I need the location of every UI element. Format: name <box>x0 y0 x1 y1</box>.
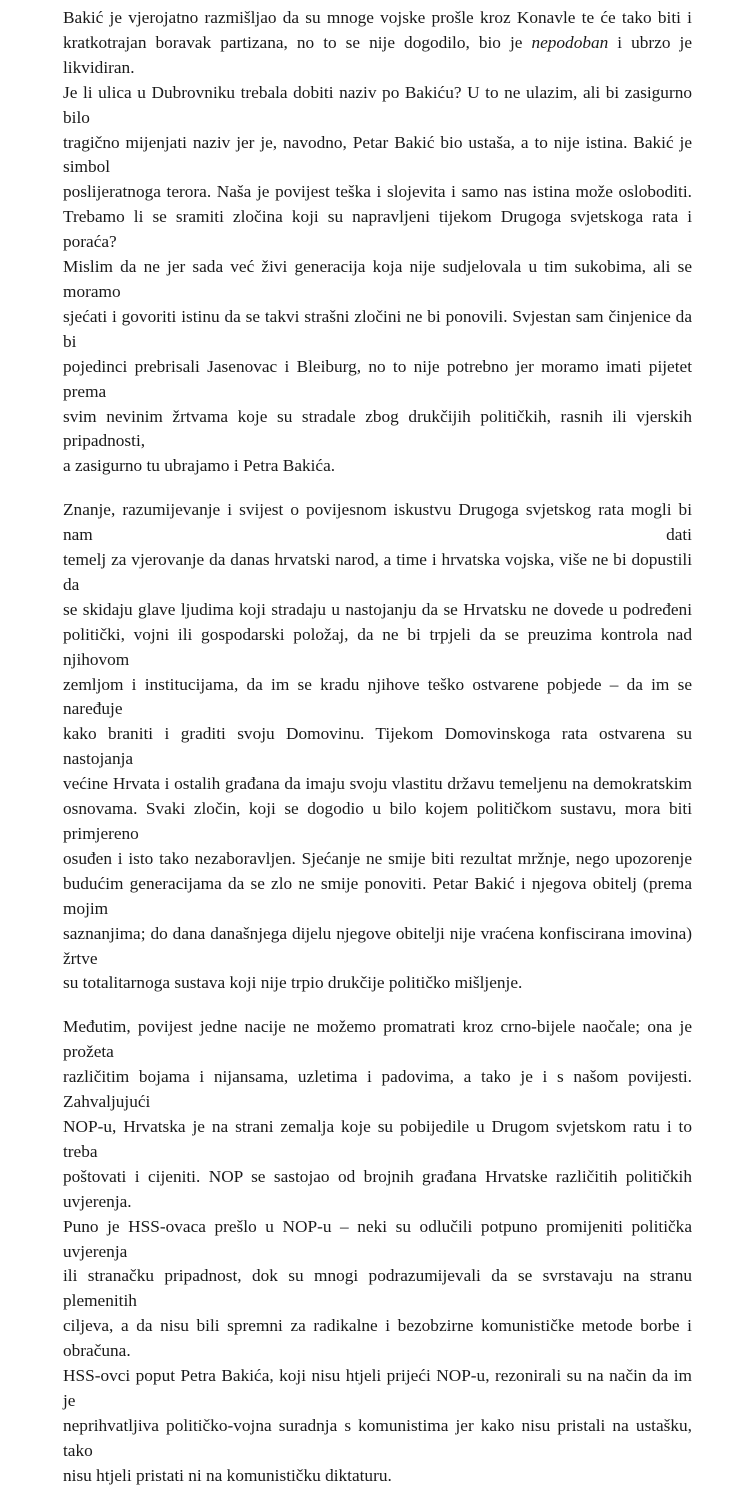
text-line: svim nevinim žrtvama koje su stradale zbog drukčijih političkih, rasnih ili vjerskih pripadnosti, <box>63 406 692 451</box>
text-line: sjećati i govoriti istinu da se takvi strašni zločini ne bi ponovili. Svjestan sam činjenice da bi <box>63 306 692 351</box>
paragraph-3 <box>63 1015 692 1488</box>
text-line: su totalitarnoga sustava koji nije trpio drukčije političko mišljenje. <box>63 973 523 993</box>
text-line: saznanjima; do dana današnjega dijelu njegove obitelji nije vraćena konfiscirana imovina) žrtve <box>63 923 692 968</box>
italic-word: nepodoban <box>531 32 609 52</box>
text-segment: i ubrzo je likvidiran. <box>63 32 692 77</box>
text-line: a zasigurno tu ubrajamo i Petra Bakića. <box>63 456 336 476</box>
text-line: budućim generacijama da se zlo ne smije ponoviti. Petar Bakić i njegova obitelj (prema mojim <box>63 873 692 918</box>
text-line: različitim bojama i nijansama, uzletima i padovima, a tako je i s našom povijesti. Zahvaljujući <box>63 1067 692 1112</box>
text-line: temelj za vjerovanje da danas hrvatski narod, a time i hrvatska vojska, više ne bi dopustili da <box>63 550 692 594</box>
text-line: Znanje, razumijevanje i svijest o povijesnom iskustvu Drugoga svjetskog rata mogli bi nam dati <box>63 500 692 545</box>
text-line: pojedinci prebrisali Jasenovac i Bleiburg, no to nije potrebno jer moramo imati pijetet prema <box>63 356 692 401</box>
paragraph-1 <box>63 6 692 479</box>
text-line: zemljom i institucijama, da im se kradu njihove teško ostvarene pobjede – da im se naređuje <box>63 674 692 719</box>
text-line: osuđen i isto tako nezaboravljen. Sjećanje ne smije biti rezultat mržnje, nego upozorenje <box>63 848 692 868</box>
text-line: HSS-ovci poput Petra Bakića, koji nisu htjeli prijeći NOP-u, rezonirali su na način da im je <box>63 1366 692 1410</box>
text-line: kako braniti i graditi svoju Domovinu. Tijekom Domovinskoga rata ostvarena su nastojanja <box>63 724 692 769</box>
text-line: NOP-u, Hrvatska je na strani zemalja koje su pobijedile u Drugom svjetskom ratu i to treba <box>63 1116 692 1161</box>
text-line: Međutim, povijest jedne nacije ne možemo promatrati kroz crno-bijele naočale; ona je prožeta <box>63 1017 692 1062</box>
text-line <box>63 31 692 81</box>
text-line: Bakić je vjerojatno razmišljao da su mnoge vojske prošle kroz Konavle te će tako biti i <box>63 8 692 27</box>
text-line: Mislim da ne jer sada već živi generacija koja nije sudjelovala u tim sukobima, ali se moramo <box>63 257 692 301</box>
text-line: ili stranačku pripadnost, dok su mnogi podrazumijevali da se svrstavaju na stranu plemenitih <box>63 1266 692 1311</box>
text-line: Je li ulica u Dubrovniku trebala dobiti naziv po Bakiću? U to ne ulazim, ali bi zasigurno bilo <box>63 82 692 127</box>
text-line: osnovama. Svaki zločin, koji se dogodio u bilo kojem političkom sustavu, mora biti primjereno <box>63 799 692 843</box>
text-line: većine Hrvata i ostalih građana da imaju svoju vlastitu državu temeljenu na demokratskim <box>63 774 692 794</box>
text-line: se skidaju glave ljudima koji stradaju u nastojanju da se Hrvatsku ne dovede u podređeni <box>63 599 692 619</box>
paragraph-2 <box>63 498 692 996</box>
text-line: ciljeva, a da nisu bili spremni za radikalne i bezobzirne komunističke metode borbe i obračuna. <box>63 1316 692 1361</box>
text-line: politički, vojni ili gospodarski položaj, da ne bi trpjeli da se preuzima kontrola nad njihovom <box>63 624 692 669</box>
text-segment: kratkotrajan boravak partizana, no to se nije dogodilo, bio je <box>63 32 532 52</box>
text-line: Puno je HSS-ovaca prešlo u NOP-u – neki su odlučili potpuno promijeniti politička uvjerenja <box>63 1216 692 1261</box>
text-line: poštovati i cijeniti. NOP se sastojao od brojnih građana Hrvatske različitih političkih uvjerenja. <box>63 1166 692 1211</box>
text-line: Trebamo li se sramiti zločina koji su napravljeni tijekom Drugoga svjetskoga rata i poraća? <box>63 207 692 252</box>
text-line: neprihvatljiva političko-vojna suradnja s komunistima jer kako nisu pristali na ustašku, tako <box>63 1415 692 1460</box>
text-line: poslijeratnoga terora. Naša je povijest teška i slojevita i samo nas istina može osloboditi. <box>63 182 692 202</box>
text-line: nisu htjeli pristati ni na komunističku diktaturu. <box>63 1465 392 1485</box>
text-line: tragično mijenjati naziv jer je, navodno, Petar Bakić bio ustaša, a to nije istina. Bakić je simbol <box>63 132 692 177</box>
